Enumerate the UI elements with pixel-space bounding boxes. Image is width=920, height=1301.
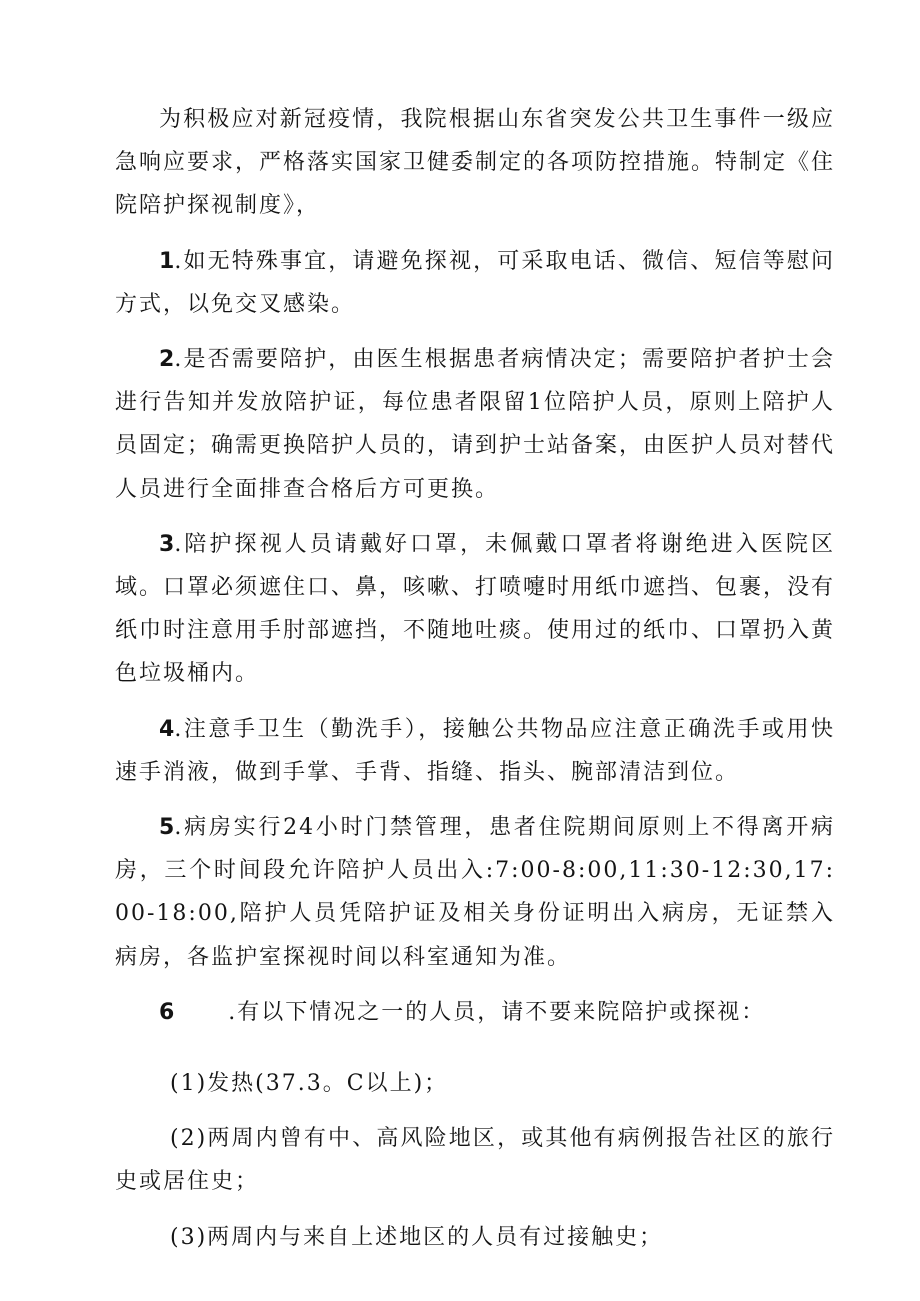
item-6 [115, 991, 835, 1034]
subitem-text: 两周内与来自上述地区的人员有过接触史； [207, 1224, 664, 1250]
item-1 [115, 240, 835, 326]
subitem-number: (1) [170, 1071, 208, 1097]
subitem-3 [115, 1216, 835, 1259]
item-number: 4 [159, 716, 175, 742]
item-text: .如无特殊事宜，请避免探视，可采取电话、微信、短信等慰问方式，以免交叉感染。 [115, 248, 835, 317]
item-number: 1 [159, 248, 175, 274]
document-body [115, 98, 835, 1259]
item-5 [115, 806, 835, 979]
subitem-number: (2) [170, 1126, 208, 1152]
item-3 [115, 523, 835, 696]
subitem-number: (3) [170, 1224, 208, 1250]
item-number: 2 [159, 347, 175, 373]
item-number: 5 [159, 815, 175, 841]
subitem-1 [115, 1062, 835, 1105]
item-number: 3 [159, 531, 175, 557]
item-2 [115, 338, 835, 511]
intro-paragraph: 为积极应对新冠疫情，我院根据山东省突发公共卫生事件一级应急响应要求，严格落实国家卫健委制定的各项防控措施。特制定《住院陪护探视制度》， [115, 107, 836, 219]
subitem-text: 发热(37.3。C以上)； [207, 1071, 449, 1097]
subitem-text: 两周内曾有中、高风险地区，或其他有病例报告社区的旅行史或居住史； [115, 1126, 835, 1195]
item-4 [115, 708, 835, 794]
item-number: 6 [159, 999, 175, 1025]
subitem-2 [115, 1117, 835, 1203]
item-text: .病房实行24小时门禁管理，患者住院期间原则上不得离开病房，三个时间段允许陪护人员出入:7:00-8:00,11:30-12:30,17:00-18:00,陪护人员凭陪护证及相关身份证明出入病房，无证禁入病房，各监护室探视时间以科室通知为准。 [115, 815, 835, 970]
item-text: .注意手卫生（勤洗手），接触公共物品应注意正确洗手或用快速手消液，做到手掌、手背、指缝、指头、腕部清洁到位。 [115, 716, 835, 785]
item-text: .陪护探视人员请戴好口罩，未佩戴口罩者将谢绝进入医院区域。口罩必须遮住口、鼻，咳嗽、打喷嚏时用纸巾遮挡、包裹，没有纸巾时注意用手肘部遮挡，不随地吐痰。使用过的纸巾、口罩扔入黄色垃圾桶内。 [115, 531, 836, 687]
item-text: .有以下情况之一的人员，请不要来院陪护或探视： [174, 999, 766, 1025]
item-text: .是否需要陪护，由医生根据患者病情决定；需要陪护者护士会进行告知并发放陪护证，每位患者限留1位陪护人员，原则上陪护人员固定；确需更换陪护人员的，请到护士站备案，由医护人员对替代人员进行全面排查合格后方可更换。 [115, 347, 836, 502]
